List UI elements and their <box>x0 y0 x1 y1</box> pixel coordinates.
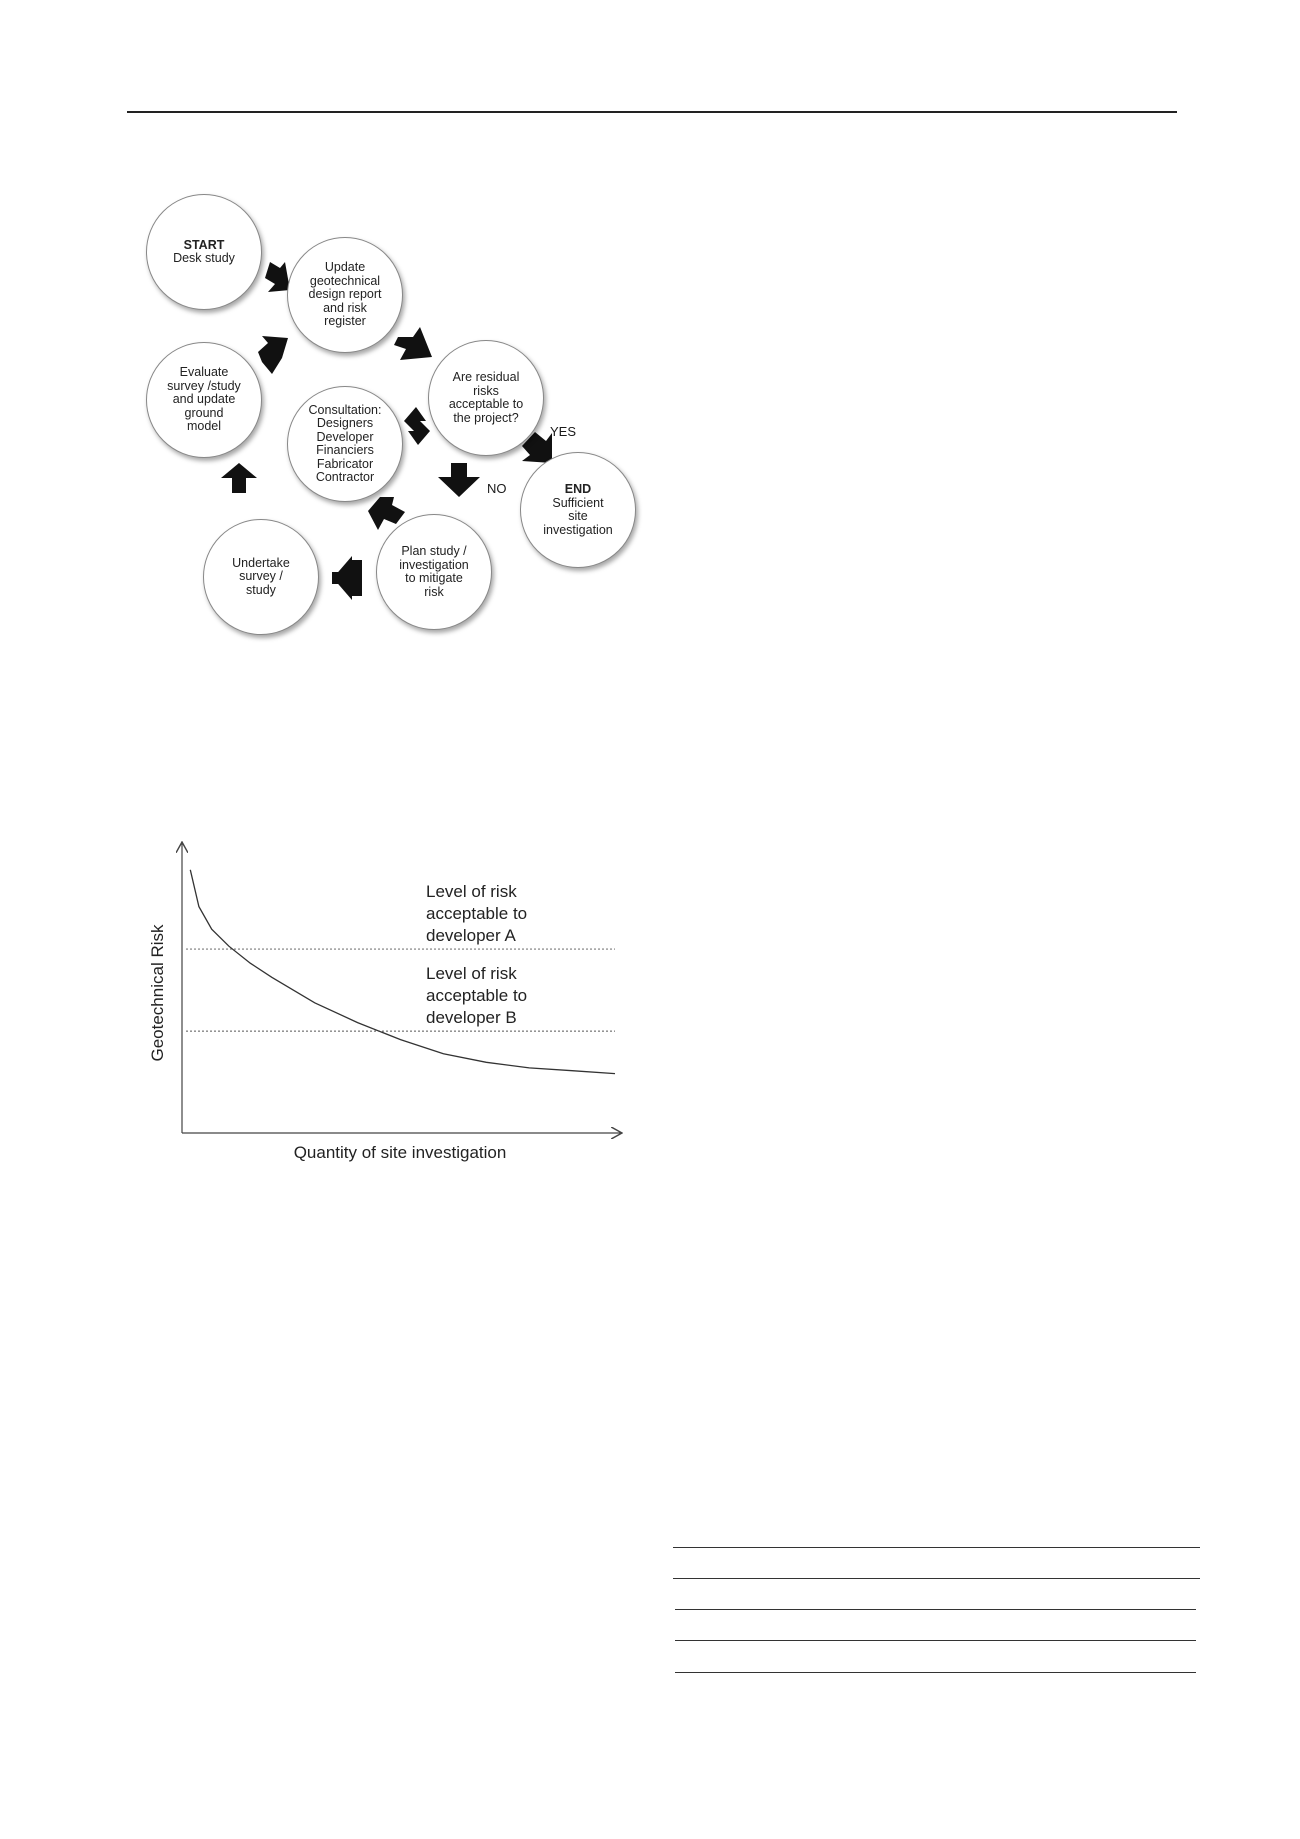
node-plan-line: investigation <box>399 557 469 572</box>
node-consultation-line: Contractor <box>315 470 375 484</box>
node-evaluate-line: survey /study <box>167 378 241 393</box>
node-end <box>520 452 636 568</box>
node-plan-line: to mitigate <box>405 571 463 585</box>
node-update-line: design report <box>308 287 382 302</box>
node-end-line: site <box>568 509 588 523</box>
no-label: NO <box>487 481 507 496</box>
node-undertake <box>203 519 319 635</box>
node-update-line: geotechnical <box>309 273 381 288</box>
node-evaluate-line: ground <box>184 405 224 420</box>
reference-line-label: Level of risk <box>426 964 517 984</box>
node-plan-line: Plan study / <box>401 544 467 558</box>
node-update-line: and risk <box>323 300 367 315</box>
node-evaluate-line: and update <box>172 392 236 407</box>
yes-label: YES <box>550 424 577 439</box>
arrow-plan-to-undertake-head <box>333 556 352 600</box>
node-start <box>146 194 262 310</box>
node-update <box>287 237 403 353</box>
arrow-undertake-to-evaluate <box>221 463 257 493</box>
node-consultation-line: Developer <box>316 429 374 444</box>
table-rule <box>673 1578 1200 1579</box>
node-undertake-line: Undertake <box>232 555 290 570</box>
node-end-line: Sufficient <box>552 495 604 510</box>
table-rule <box>675 1672 1196 1673</box>
node-residual-line: Are residual <box>452 370 520 384</box>
risk-curve <box>190 870 615 1074</box>
arrow-evaluate-to-update <box>258 336 288 374</box>
arrow-start-to-update <box>265 262 290 292</box>
node-residual <box>428 340 544 456</box>
arrow-residual-to-plan <box>438 463 480 497</box>
node-undertake-line: survey / <box>239 569 283 584</box>
node-residual-line: acceptable to <box>448 397 524 411</box>
reference-line-label: acceptable to <box>426 986 528 1006</box>
table-rule <box>675 1609 1196 1610</box>
node-start-text: Desk study <box>173 251 235 265</box>
table-rule <box>673 1547 1200 1548</box>
node-consultation-line: Fabricator <box>316 456 374 471</box>
reference-line-label: acceptable to <box>426 904 528 924</box>
node-update-line: register <box>324 314 366 329</box>
node-consultation <box>287 386 403 502</box>
node-undertake-line: study <box>246 582 276 597</box>
node-consultation-line: Financiers <box>316 443 374 457</box>
node-plan-line: risk <box>424 584 444 599</box>
node-residual-line: the project? <box>453 410 519 425</box>
node-end-title: END <box>564 482 592 496</box>
node-end-line: investigation <box>543 522 613 537</box>
risk-chart <box>130 820 630 1165</box>
node-plan <box>376 514 492 630</box>
node-evaluate-line: model <box>186 419 222 434</box>
node-start-title: START <box>183 237 225 252</box>
arrow-update-to-residual <box>394 327 432 360</box>
node-residual-line: risks <box>473 383 499 398</box>
node-evaluate <box>146 342 262 458</box>
node-update-line: Update <box>324 260 366 275</box>
table-rule <box>675 1640 1196 1641</box>
reference-line-label: developer B <box>426 1008 517 1028</box>
x-axis-label: Quantity of site investigation <box>293 1143 507 1162</box>
node-evaluate-line: Evaluate <box>179 365 229 380</box>
node-consultation-line: Designers <box>316 416 374 430</box>
reference-line-label: developer A <box>426 926 516 946</box>
y-axis-label: Geotechnical Risk <box>148 924 167 1062</box>
reference-line-label: Level of risk <box>426 882 517 902</box>
arrow-consultation-residual <box>404 407 430 445</box>
node-consultation-line: Consultation: <box>308 402 382 417</box>
